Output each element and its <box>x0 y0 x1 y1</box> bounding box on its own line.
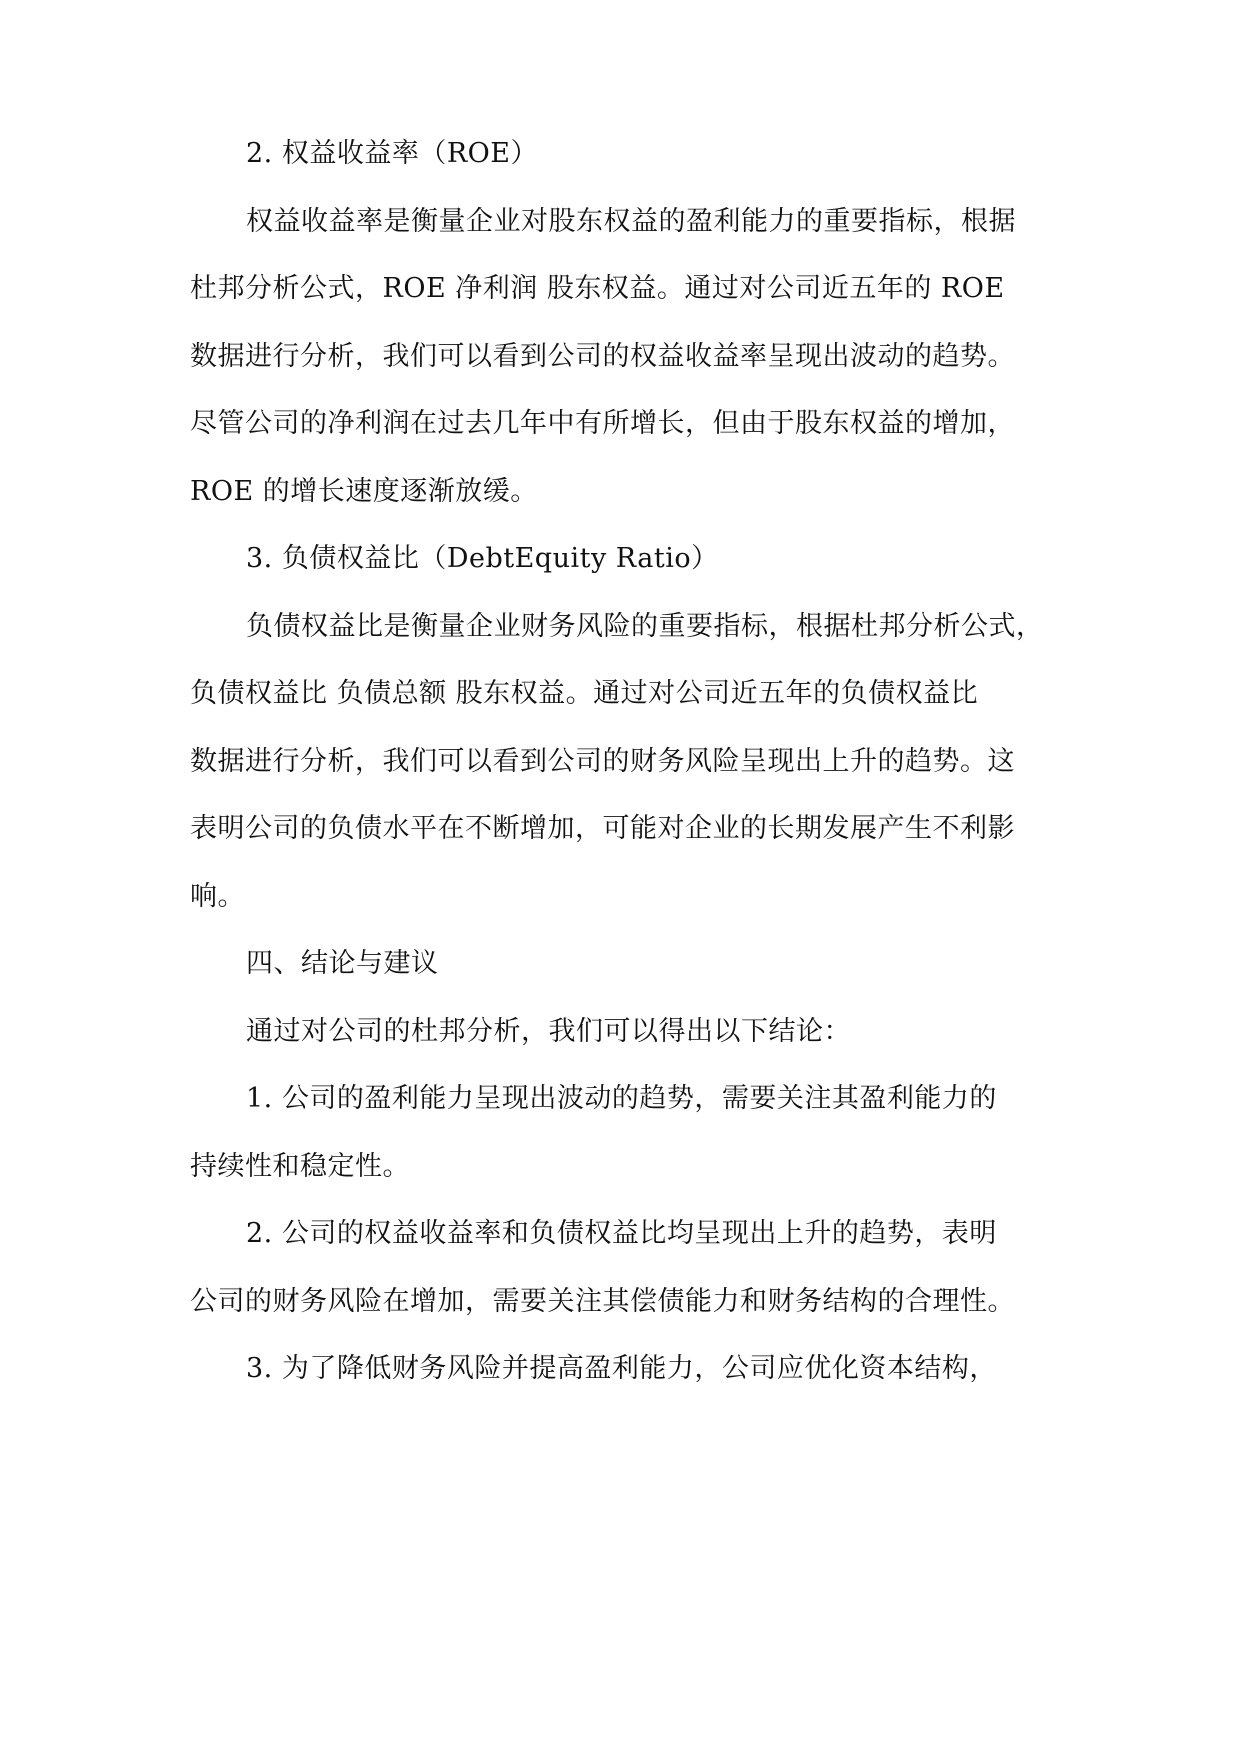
paragraph-line: 权益收益率是衡量企业对股东权益的盈利能力的重要指标，根据 <box>246 206 1016 237</box>
paragraph-line: 尽管公司的净利润在过去几年中有所增长，但由于股东权益的增加， <box>190 408 1015 439</box>
list-item-1-continuation: 持续性和稳定性。 <box>190 1151 410 1182</box>
list-item-2-continuation: 公司的财务风险在增加，需要关注其偿债能力和财务结构的合理性。 <box>190 1286 1015 1317</box>
paragraph-line: 表明公司的负债水平在不断增加，可能对企业的长期发展产生不利影 <box>190 813 1015 844</box>
list-item-1: 1. 公司的盈利能力呈现出波动的趋势，需要关注其盈利能力的 <box>246 1083 997 1114</box>
paragraph-line: 响。 <box>190 881 245 912</box>
paragraph-line: 数据进行分析，我们可以看到公司的权益收益率呈现出波动的趋势。 <box>190 341 1015 372</box>
section-heading-conclusion: 四、结论与建议 <box>246 948 439 979</box>
paragraph-line: 负债权益比 负债总额 股东权益。通过对公司近五年的负债权益比 <box>190 678 979 709</box>
section-heading-roe: 2. 权益收益率（ROE） <box>246 138 539 169</box>
section-heading-debt-equity: 3. 负债权益比（DebtEquity Ratio） <box>246 543 719 574</box>
paragraph-line: 通过对公司的杜邦分析，我们可以得出以下结论： <box>246 1016 851 1047</box>
paragraph-line: 数据进行分析，我们可以看到公司的财务风险呈现出上升的趋势。这 <box>190 746 1015 777</box>
paragraph-line: ROE 的增长速度逐渐放缓。 <box>190 476 538 507</box>
list-item-2: 2. 公司的权益收益率和负债权益比均呈现出上升的趋势，表明 <box>246 1218 997 1249</box>
paragraph-line: 杜邦分析公式，ROE 净利润 股东权益。通过对公司近五年的 ROE <box>190 273 1005 304</box>
list-item-3: 3. 为了降低财务风险并提高盈利能力，公司应优化资本结构， <box>246 1353 997 1384</box>
paragraph-line: 负债权益比是衡量企业财务风险的重要指标，根据杜邦分析公式， <box>246 611 1044 642</box>
